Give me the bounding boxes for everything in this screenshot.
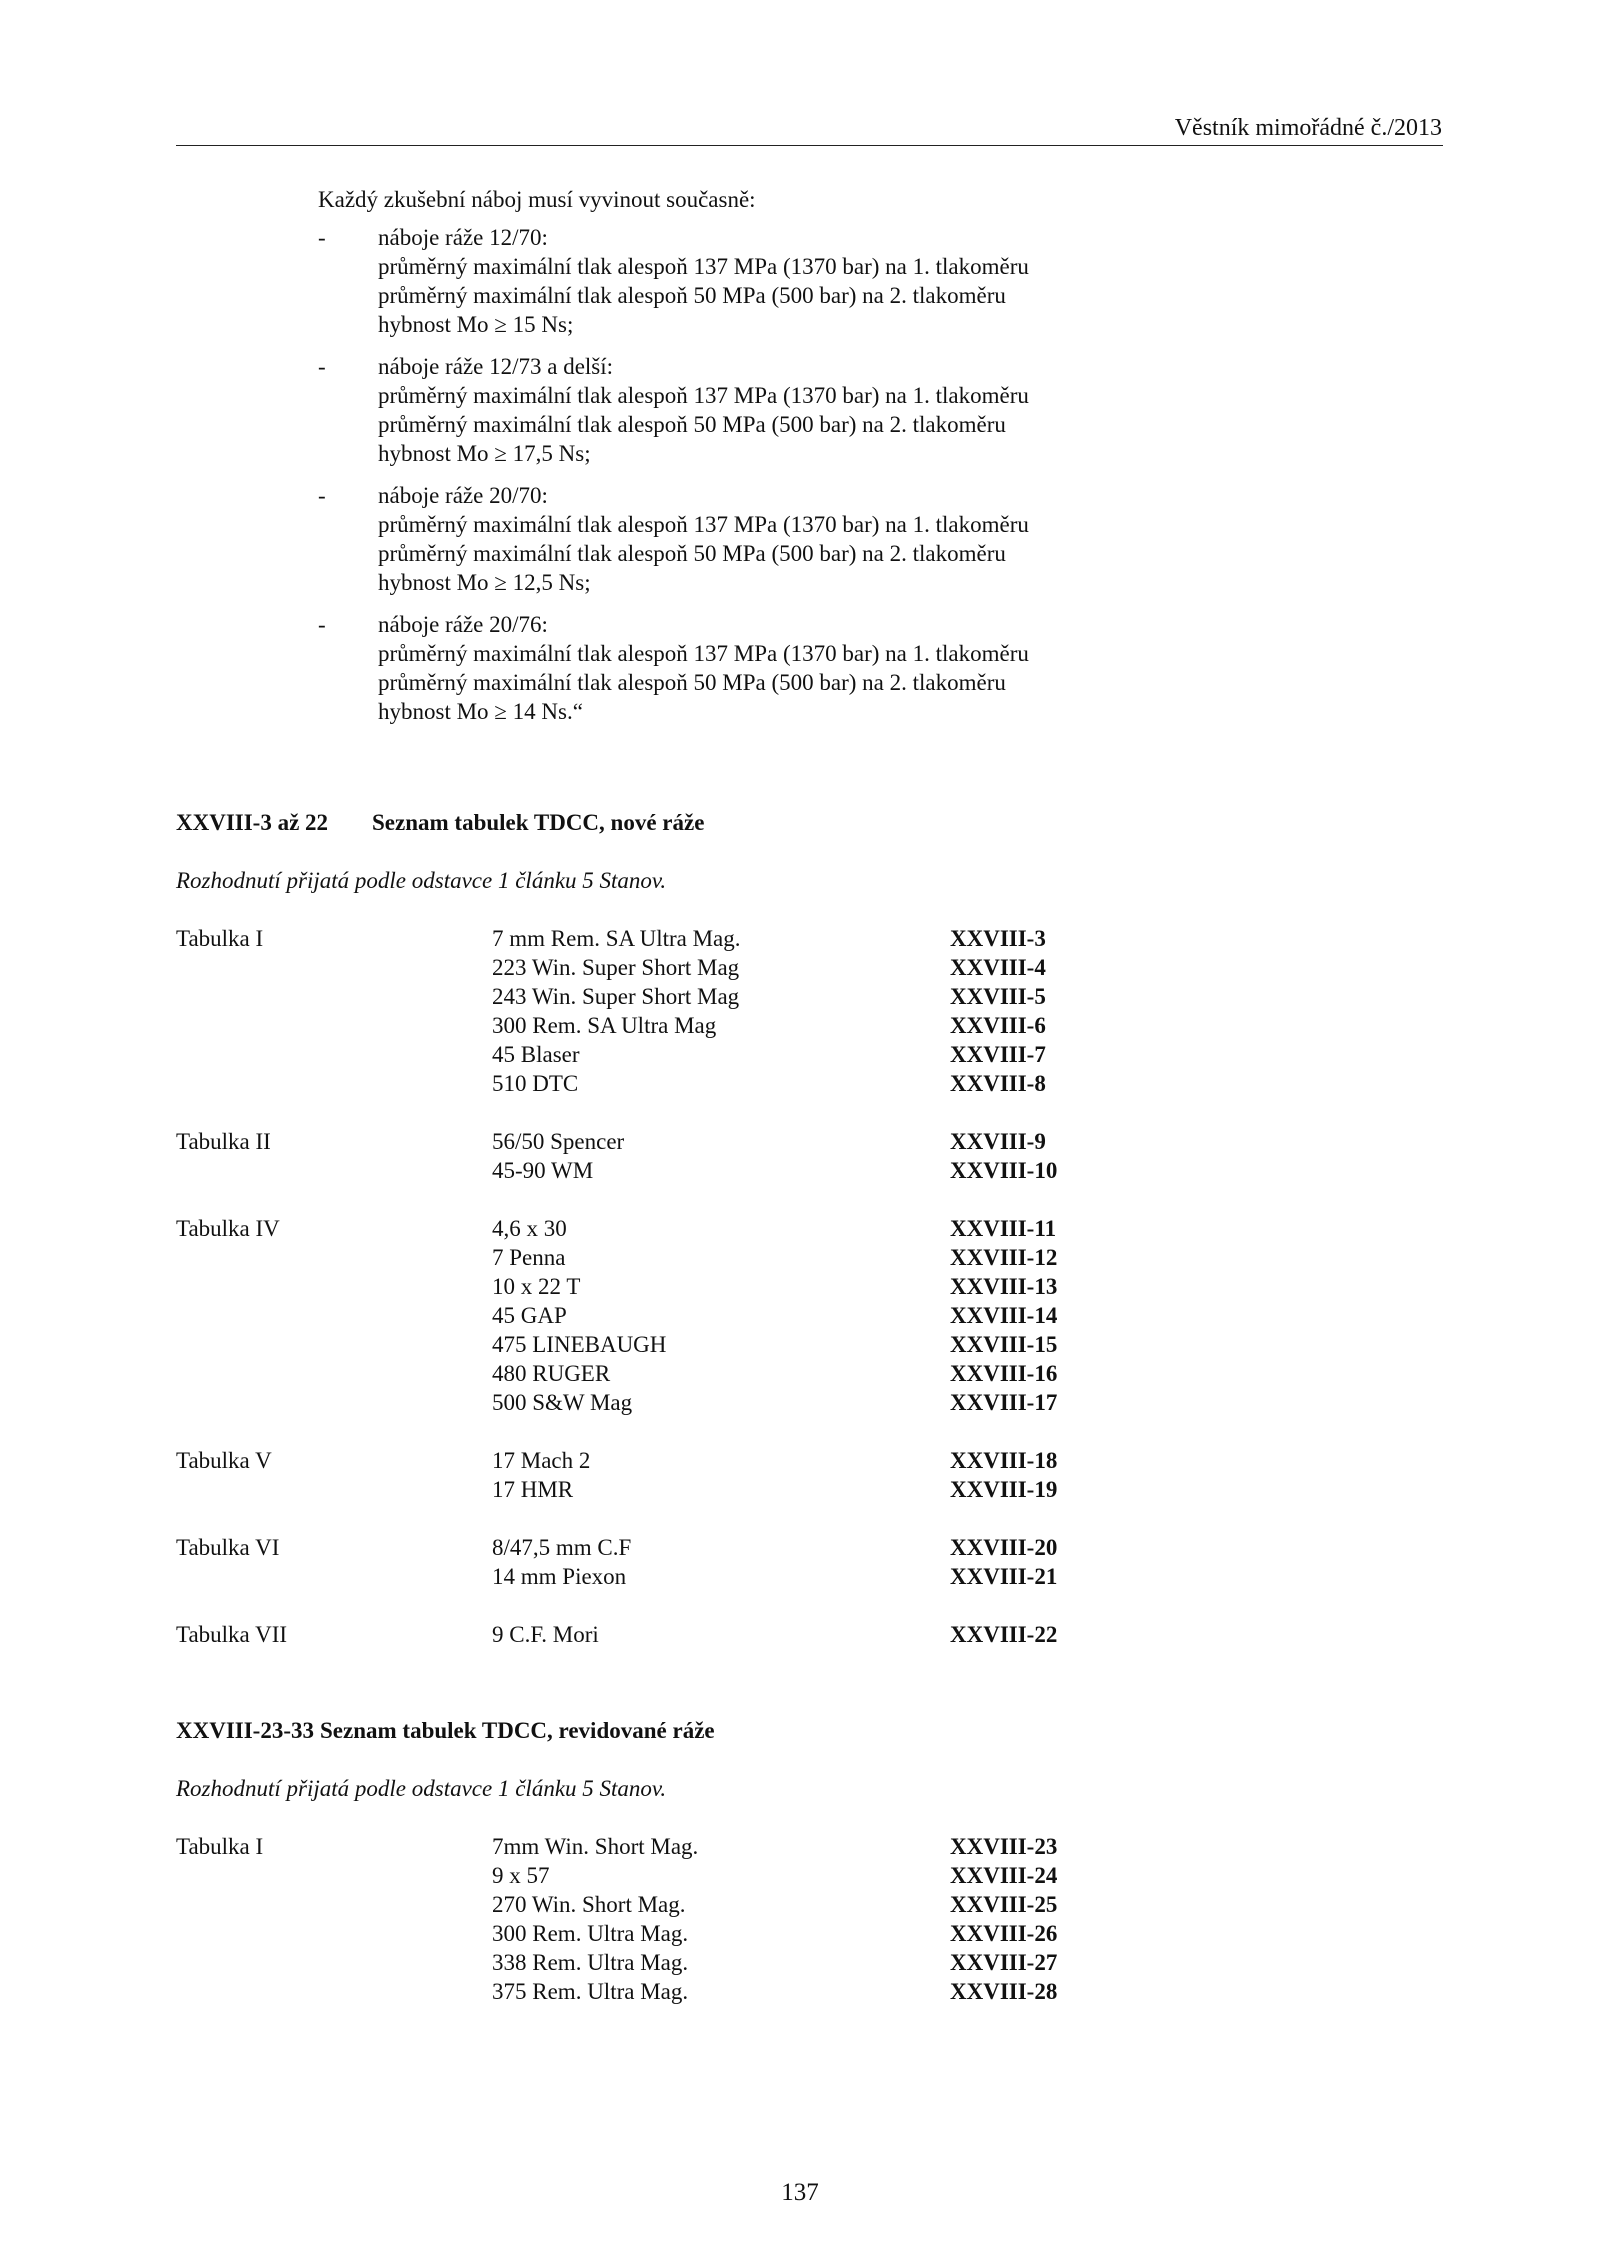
requirement-item [318, 223, 1218, 339]
list-dash: - [318, 354, 326, 379]
caliber-cell: 300 Rem. SA Ultra Mag [492, 1013, 717, 1038]
caliber-cell: 223 Win. Super Short Mag [492, 955, 740, 980]
section-heading [176, 808, 704, 837]
reference-cell: XXVIII-7 [950, 1042, 1046, 1067]
header-rule [176, 145, 1443, 146]
requirement-line: průměrný maximální tlak alespoň 137 MPa (1370 bar) na 1. tlakoměru [378, 254, 1029, 279]
reference-cell: XXVIII-15 [950, 1332, 1058, 1357]
reference-cell: XXVIII-5 [950, 984, 1046, 1009]
reference-cell: XXVIII-23 [950, 1834, 1058, 1859]
reference-cell: XXVIII-8 [950, 1071, 1046, 1096]
table-row [176, 1977, 1176, 2006]
caliber-cell: 338 Rem. Ultra Mag. [492, 1950, 689, 1975]
requirement-line: náboje ráže 20/76: [378, 612, 548, 637]
table-row [176, 1330, 1176, 1359]
section-title: Seznam tabulek TDCC, revidované ráže [320, 1718, 715, 1743]
table-row [176, 1040, 1176, 1069]
table-row [176, 1446, 1176, 1475]
requirement-line: hybnost Mo ≥ 15 Ns; [378, 312, 574, 337]
caliber-cell: 9 C.F. Mori [492, 1622, 599, 1647]
caliber-cell: 10 x 22 T [492, 1274, 581, 1299]
caliber-cell: 4,6 x 30 [492, 1216, 567, 1241]
requirement-line: průměrný maximální tlak alespoň 137 MPa (1370 bar) na 1. tlakoměru [378, 641, 1029, 666]
table-group-name: Tabulka VII [176, 1622, 288, 1647]
table-group-name: Tabulka I [176, 926, 264, 951]
table-row [176, 1533, 1176, 1562]
reference-cell: XXVIII-6 [950, 1013, 1046, 1038]
page-number: 137 [781, 2179, 819, 2206]
table-row [176, 1388, 1176, 1417]
caliber-cell: 45-90 WM [492, 1158, 594, 1183]
reference-cell: XXVIII-14 [950, 1303, 1058, 1328]
table-row [176, 1069, 1176, 1098]
requirement-line: průměrný maximální tlak alespoň 50 MPa (500 bar) na 2. tlakoměru [378, 541, 1006, 566]
table-group-name: Tabulka I [176, 1834, 264, 1859]
caliber-cell: 17 HMR [492, 1477, 574, 1502]
reference-cell: XXVIII-12 [950, 1245, 1058, 1270]
table-row [176, 1127, 1176, 1156]
table-group [176, 1127, 1176, 1185]
requirement-line: hybnost Mo ≥ 14 Ns.“ [378, 699, 583, 724]
reference-cell: XXVIII-26 [950, 1921, 1058, 1946]
requirement-line: průměrný maximální tlak alespoň 50 MPa (500 bar) na 2. tlakoměru [378, 670, 1006, 695]
reference-cell: XXVIII-28 [950, 1979, 1058, 2004]
caliber-cell: 500 S&W Mag [492, 1390, 633, 1415]
requirements-list [318, 223, 1218, 739]
list-dash: - [318, 612, 326, 637]
table-row [176, 1948, 1176, 1977]
section-code: XXVIII-23-33 [176, 1718, 314, 1743]
reference-cell: XXVIII-13 [950, 1274, 1058, 1299]
list-dash: - [318, 225, 326, 250]
caliber-cell: 480 RUGER [492, 1361, 611, 1386]
reference-cell: XXVIII-20 [950, 1535, 1058, 1560]
requirement-line: hybnost Mo ≥ 12,5 Ns; [378, 570, 591, 595]
list-dash: - [318, 483, 326, 508]
table-row [176, 1562, 1176, 1591]
reference-cell: XXVIII-4 [950, 955, 1046, 980]
caliber-cell: 56/50 Spencer [492, 1129, 625, 1154]
table-row [176, 1861, 1176, 1890]
reference-cell: XXVIII-3 [950, 926, 1046, 951]
table-row [176, 953, 1176, 982]
table-row [176, 1243, 1176, 1272]
intro-text: Každý zkušební náboj musí vyvinout současně: [318, 187, 756, 212]
caliber-cell: 510 DTC [492, 1071, 579, 1096]
section-note: Rozhodnutí přijatá podle odstavce 1 článku 5 Stanov. [176, 1776, 667, 1801]
caliber-table [176, 1832, 1176, 2035]
table-row [176, 924, 1176, 953]
reference-cell: XXVIII-19 [950, 1477, 1058, 1502]
caliber-cell: 17 Mach 2 [492, 1448, 591, 1473]
caliber-cell: 7 Penna [492, 1245, 566, 1270]
table-group-name: Tabulka VI [176, 1535, 280, 1560]
table-row [176, 1890, 1176, 1919]
table-row [176, 1214, 1176, 1243]
table-group [176, 1620, 1176, 1649]
table-row [176, 1832, 1176, 1861]
table-row [176, 1301, 1176, 1330]
requirement-line: průměrný maximální tlak alespoň 137 MPa (1370 bar) na 1. tlakoměru [378, 383, 1029, 408]
table-group [176, 1446, 1176, 1504]
table-row [176, 1475, 1176, 1504]
section-code: XXVIII-3 až 22 [176, 810, 329, 835]
table-group [176, 1214, 1176, 1417]
caliber-cell: 7mm Win. Short Mag. [492, 1834, 699, 1859]
table-row [176, 1359, 1176, 1388]
reference-cell: XXVIII-11 [950, 1216, 1057, 1241]
table-group-name: Tabulka IV [176, 1216, 280, 1241]
reference-cell: XXVIII-21 [950, 1564, 1058, 1589]
caliber-cell: 45 GAP [492, 1303, 567, 1328]
section-note: Rozhodnutí přijatá podle odstavce 1 článku 5 Stanov. [176, 868, 667, 893]
requirement-line: náboje ráže 12/70: [378, 225, 548, 250]
caliber-cell: 270 Win. Short Mag. [492, 1892, 686, 1917]
section-title: Seznam tabulek TDCC, nové ráže [372, 810, 705, 835]
requirement-item [318, 610, 1218, 726]
reference-cell: XXVIII-17 [950, 1390, 1058, 1415]
table-group [176, 924, 1176, 1098]
caliber-cell: 14 mm Piexon [492, 1564, 627, 1589]
reference-cell: XXVIII-27 [950, 1950, 1058, 1975]
requirement-line: průměrný maximální tlak alespoň 50 MPa (500 bar) na 2. tlakoměru [378, 283, 1006, 308]
table-group-name: Tabulka V [176, 1448, 272, 1473]
table-group [176, 1832, 1176, 2006]
table-row [176, 982, 1176, 1011]
table-row [176, 1272, 1176, 1301]
caliber-cell: 243 Win. Super Short Mag [492, 984, 740, 1009]
reference-cell: XXVIII-18 [950, 1448, 1058, 1473]
requirement-item [318, 352, 1218, 468]
caliber-cell: 9 x 57 [492, 1863, 550, 1888]
section-heading [176, 1716, 715, 1745]
table-row [176, 1919, 1176, 1948]
caliber-table [176, 924, 1176, 1678]
requirement-line: náboje ráže 12/73 a delší: [378, 354, 614, 379]
requirement-line: náboje ráže 20/70: [378, 483, 548, 508]
caliber-cell: 475 LINEBAUGH [492, 1332, 667, 1357]
reference-cell: XXVIII-16 [950, 1361, 1058, 1386]
reference-cell: XXVIII-22 [950, 1622, 1058, 1647]
caliber-cell: 375 Rem. Ultra Mag. [492, 1979, 689, 2004]
table-row [176, 1156, 1176, 1185]
requirement-line: průměrný maximální tlak alespoň 50 MPa (500 bar) na 2. tlakoměru [378, 412, 1006, 437]
reference-cell: XXVIII-9 [950, 1129, 1046, 1154]
table-row [176, 1011, 1176, 1040]
caliber-cell: 7 mm Rem. SA Ultra Mag. [492, 926, 741, 951]
requirement-line: průměrný maximální tlak alespoň 137 MPa (1370 bar) na 1. tlakoměru [378, 512, 1029, 537]
table-row [176, 1620, 1176, 1649]
caliber-cell: 8/47,5 mm C.F [492, 1535, 632, 1560]
table-group-name: Tabulka II [176, 1129, 271, 1154]
caliber-cell: 45 Blaser [492, 1042, 580, 1067]
running-header: Věstník mimořádné č./2013 [1174, 115, 1442, 141]
reference-cell: XXVIII-10 [950, 1158, 1058, 1183]
table-group [176, 1533, 1176, 1591]
reference-cell: XXVIII-25 [950, 1892, 1058, 1917]
requirement-line: hybnost Mo ≥ 17,5 Ns; [378, 441, 591, 466]
caliber-cell: 300 Rem. Ultra Mag. [492, 1921, 689, 1946]
requirement-item [318, 481, 1218, 597]
reference-cell: XXVIII-24 [950, 1863, 1058, 1888]
